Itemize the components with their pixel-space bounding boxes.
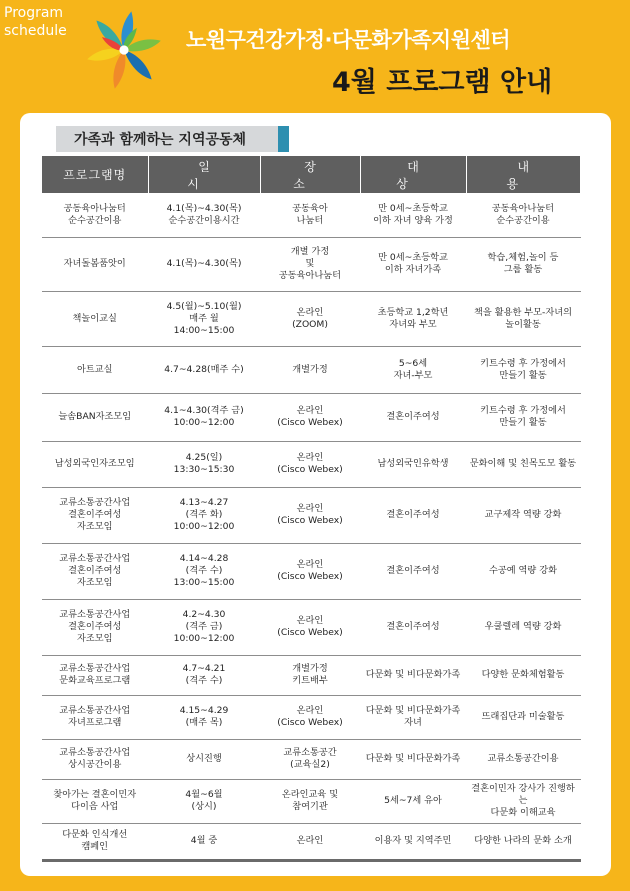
cell-datetime: 4월~6월 (상시) [148,779,260,823]
section-heading: 가족과 함께하는 지역공동체 [56,126,278,152]
program-schedule-table [42,156,581,862]
cell-content: 교구제작 역량 강화 [466,487,580,543]
cell-content: 문화이해 및 친목도모 활동 [466,441,580,487]
cell-location: 공동육아 나눔터 [260,193,360,237]
schedule-label: Program schedule [4,5,67,39]
cell-content: 뜨래집단과 미술활동 [466,695,580,739]
cell-content: 다양한 나라의 문화 소개 [466,823,580,860]
cell-location: 개별 가정 및 공동육아나눔터 [260,237,360,291]
cell-location: 온라인 (Cisco Webex) [260,487,360,543]
cell-program-name: 찾아가는 결혼이민자 다이음 사업 [42,779,148,823]
cell-datetime: 상시진행 [148,739,260,779]
cell-target: 결혼이주여성 [360,487,466,543]
cell-content: 교류소통공간이용 [466,739,580,779]
cell-datetime: 4.1(목)~4.30(목) 순수공간이용시간 [148,193,260,237]
center-name-title: 노원구건강가정·다문화가족지원센터 [186,28,511,52]
table-row [42,393,580,441]
table-row [42,695,580,739]
cell-datetime: 4월 중 [148,823,260,860]
cell-target: 다문화 및 비다문화가족 [360,655,466,695]
cell-content: 키트수령 후 가정에서 만들기 활동 [466,393,580,441]
cell-program-name: 교류소통공간사업 결혼이주여성 자조모임 [42,599,148,655]
cell-datetime: 4.5(월)~5.10(월) 매주 월 14:00~15:00 [148,291,260,346]
table-row [42,291,580,346]
cell-location: 온라인 [260,823,360,860]
header-datetime: 일 시 [148,156,260,193]
table-row [42,823,580,860]
cell-program-name: 교류소통공간사업 자녀프로그램 [42,695,148,739]
header-content: 내 용 [466,156,580,193]
cell-datetime: 4.13~4.27 (격주 화) 10:00~12:00 [148,487,260,543]
table-row [42,739,580,779]
cell-location: 교류소통공간 (교육실2) [260,739,360,779]
cell-location: 온라인 (Cisco Webex) [260,393,360,441]
cell-program-name: 공동육아나눔터 순수공간이용 [42,193,148,237]
table-header-row [42,156,580,193]
table-row [42,487,580,543]
table-row [42,543,580,599]
cell-target: 초등학교 1,2학년 자녀와 부모 [360,291,466,346]
cell-program-name: 자녀돌봄품앗이 [42,237,148,291]
cell-program-name: 교류소통공간사업 결혼이주여성 자조모임 [42,487,148,543]
cell-content: 우쿨렐레 역량 강화 [466,599,580,655]
table-row [42,346,580,393]
cell-target: 5~6세 자녀-부모 [360,346,466,393]
cell-location: 온라인 (Cisco Webex) [260,441,360,487]
table-row [42,237,580,291]
cell-target: 다문화 및 비다문화가족 [360,739,466,779]
cell-location: 온라인 (Cisco Webex) [260,599,360,655]
cell-datetime: 4.7~4.28(매주 수) [148,346,260,393]
cell-datetime: 4.25(일) 13:30~15:30 [148,441,260,487]
cell-program-name: 늘솜BAN자조모임 [42,393,148,441]
cell-location: 온라인 (Cisco Webex) [260,543,360,599]
cell-content: 다양한 문화체험활동 [466,655,580,695]
cell-program-name: 교류소통공간사업 결혼이주여성 자조모임 [42,543,148,599]
cell-datetime: 4.1~4.30(격주 금) 10:00~12:00 [148,393,260,441]
cell-location: 온라인교육 및 참여기관 [260,779,360,823]
cell-content: 학습,체험,놀이 등 그룹 활동 [466,237,580,291]
cell-target: 결혼이주여성 [360,393,466,441]
cell-content: 결혼이민자 강사가 진행하는 다문화 이해교육 [466,779,580,823]
cell-program-name: 아트교실 [42,346,148,393]
cell-program-name: 다문화 인식개선 캠페인 [42,823,148,860]
cell-target: 만 0세~초등학교 이하 자녀 양육 가정 [360,193,466,237]
cell-target: 결혼이주여성 [360,599,466,655]
header-program-name: 프로그램명 [42,156,148,193]
cell-target: 다문화 및 비다문화가족 자녀 [360,695,466,739]
cell-target: 이용자 및 지역주민 [360,823,466,860]
cell-program-name: 교류소통공간사업 문화교육프로그램 [42,655,148,695]
cell-location: 온라인 (ZOOM) [260,291,360,346]
cell-datetime: 4.2~4.30 (격주 금) 10:00~12:00 [148,599,260,655]
header-location: 장 소 [260,156,360,193]
header-target: 대 상 [360,156,466,193]
cell-program-name: 남성외국인자조모임 [42,441,148,487]
table-row [42,599,580,655]
table-row [42,193,580,237]
table-row [42,655,580,695]
page-title: 4월 프로그램 안내 [332,67,553,98]
cell-location: 개별가정 키트배부 [260,655,360,695]
cell-program-name: 책놀이교실 [42,291,148,346]
cell-datetime: 4.15~4.29 (매주 목) [148,695,260,739]
table-row [42,441,580,487]
cell-program-name: 교류소통공간사업 상시공간이용 [42,739,148,779]
cell-content: 공동육아나눔터 순수공간이용 [466,193,580,237]
pinwheel-logo-icon [78,4,170,96]
cell-location: 온라인 (Cisco Webex) [260,695,360,739]
table-row [42,779,580,823]
cell-content: 수공예 역량 강화 [466,543,580,599]
cell-content: 책을 활용한 부모-자녀의 놀이활동 [466,291,580,346]
cell-datetime: 4.1(목)~4.30(목) [148,237,260,291]
cell-datetime: 4.14~4.28 (격주 수) 13:00~15:00 [148,543,260,599]
cell-target: 만 0세~초등학교 이하 자녀가족 [360,237,466,291]
cell-target: 5세~7세 유아 [360,779,466,823]
cell-content: 키트수령 후 가정에서 만들기 활동 [466,346,580,393]
cell-datetime: 4.7~4.21 (격주 수) [148,655,260,695]
cell-location: 개별가정 [260,346,360,393]
section-heading-accent [278,126,289,152]
cell-target: 결혼이주여성 [360,543,466,599]
cell-target: 남성외국인유학생 [360,441,466,487]
